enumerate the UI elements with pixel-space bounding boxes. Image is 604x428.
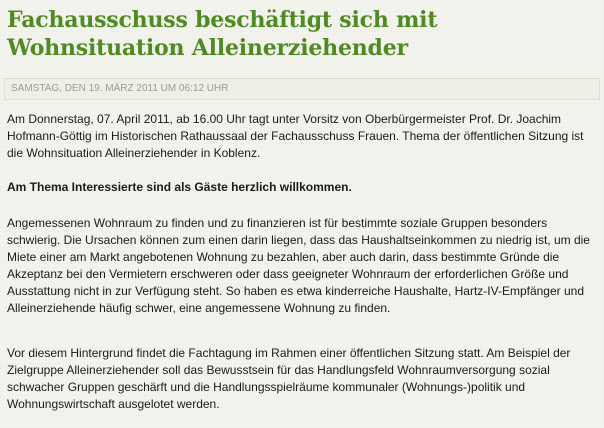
article-dateline: SAMSTAG, DEN 19. MÄRZ 2011 UM 06:12 UHR bbox=[4, 78, 600, 100]
article-paragraph-background: Angemessenen Wohnraum zu finden und zu finanzieren ist für bestimmte soziale Gruppen besonders schwierig. Die Ursachen können zum einen darin liegen, dass das Haushaltseinkommen zu niedrig ist, um die Miete einer am Markt angebotenen Wohnung zu bezahlen, aber auch darin, dass bestimmte Gründe die Akzeptanz bei den Vermietern erschweren oder dass geeigneter Wohnraum der erforderlichen Größe und Ausstattung nicht in zur Verfügung steht. So haben es etwa kinderreiche Haushalte, Hartz-IV-Empfänger und Alleinerziehende häufig schwer, eine angemessene Wohnung zu finden. bbox=[7, 216, 590, 315]
article-paragraph-purpose: Vor diesem Hintergrund findet die Fachtagung im Rahmen einer öffentlichen Sitzung statt. Am Beispiel der Zielgruppe Alleinerziehender soll das Bewusstsein für das Handlungsfeld Wohnraumversorgung sozial schwacher Gruppen geschärft und die Handlungsspielräume kommunaler (Wohnungs-)politik und Wohnungswirtschaft ausgelotet werden. bbox=[7, 346, 571, 411]
article-paragraph-invitation: Am Thema Interessierte sind als Gäste herzlich willkommen. bbox=[7, 180, 352, 194]
article-title: Fachausschuss beschäftigt sich mit Wohnsituation Alleinerziehender bbox=[7, 7, 438, 61]
article-paragraph-intro: Am Donnerstag, 07. April 2011, ab 16.00 Uhr tagt unter Vorsitz von Oberbürgermeister Prof. Dr. Joachim Hofmann-Göttig im Historischen Rathaussaal der Fachausschuss Frauen. Thema der öffentlichen Sitzung ist die Wohnsituation Alleinerziehender in Koblenz. bbox=[7, 112, 584, 160]
